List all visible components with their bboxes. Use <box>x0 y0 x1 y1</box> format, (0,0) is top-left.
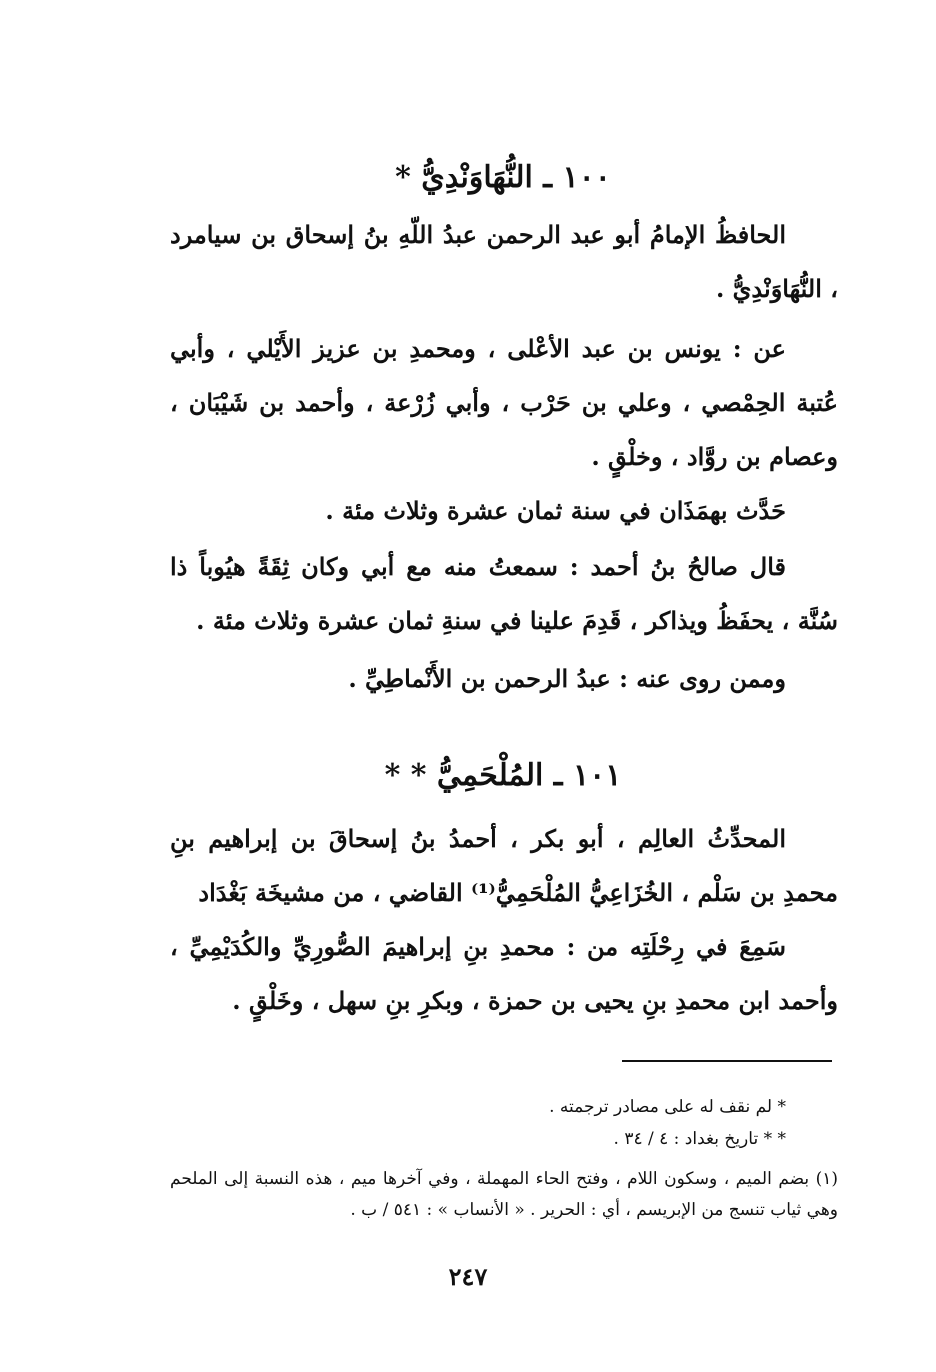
entry-101-heading: ١٠١ ـ المُلْحَمِيُّ * * <box>384 758 622 793</box>
entry-100-teachers: عن : يونس بن عبد الأعْلى ، ومحمدِ بن عزيز الأَيْلي ، وأبي عُتبة الحِمْصي ، وعلي بن حَرْب ، وأبي زُرْعة ، وأحمد بن شَيْبَان ، وعصام بن روَّاد ، وخلْقٍ . <box>170 334 838 471</box>
page-number: ٢٤٧ <box>448 1262 488 1291</box>
footnote-divider <box>622 1060 832 1062</box>
footnote-3: (١) بضم الميم ، وسكون اللام ، وفتح الحاء المهملة ، وفي آخرها ميم ، هذه النسبة إلى الملحم وهي ثياب تنسج من الإبريسم ، أي : الحرير . « الأنساب » : ٥٤١ / ب . <box>170 1169 838 1220</box>
entry-100-saleh-quote: قال صالحُ بنُ أحمد : سمعتُ منه مع أبي وكان ثِقَةً هيُوباً ذا سُنَّة ، يحفَظُ ويذاكر ، قَدِمَ علينا في سنةِ ثمان عشرة وثلاث مئة . <box>170 552 838 635</box>
entry-100-narration: حَدَّث بهمَذَان في سنة ثمان عشرة وثلاث مئة . <box>325 496 786 525</box>
entry-101-teachers: سَمِعَ في رِحْلَتِه من : محمدِ بنِ إبراهيمَ الصُّورِيِّ والكُدَيْمِيِّ ، وأحمد ابن محمدِ بنِ يحيى بن حمزة ، وبكرِ بنِ سهل ، وخَلْقٍ . <box>170 932 838 1015</box>
footnote-1: * لم نقف له على مصادر ترجمته . <box>549 1097 786 1117</box>
entry-100-narrators: وممن روى عنه : عبدُ الرحمن بن الأَنْماطِيِّ . <box>348 664 786 693</box>
entry-100-heading: ١٠٠ ـ النُّهَاوَنْدِيُّ * <box>395 160 611 195</box>
footnote-2: * * تاريخ بغداد : ٤ / ٣٤ . <box>613 1129 786 1149</box>
entry-101-intro: المحدِّثُ العالِم ، أبو بكر ، أحمدُ بنُ إسحاقَ بن إبراهيم بنِ محمدِ بن سَلْم ، الخُزَاعِيُّ المُلْحَمِيُّ⁽¹⁾ القاضي ، من مشيخَة بَغْدَاد <box>170 824 838 907</box>
entry-100-intro: الحافظُ الإمامُ أبو عبد الرحمن عبدُ اللّهِ بنُ إسحاق بن سيامرد ، النُّهَاوَنْدِيُّ . <box>170 220 838 303</box>
